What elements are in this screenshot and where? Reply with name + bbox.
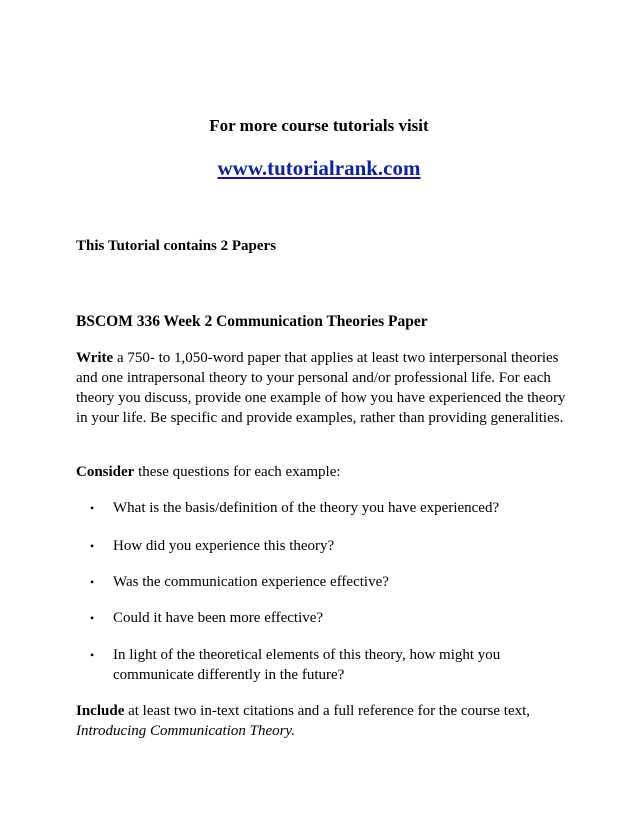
consider-paragraph: [76, 462, 566, 482]
write-paragraph: [76, 348, 566, 428]
site-link-text[interactable]: www.tutorialrank.com: [217, 156, 421, 180]
question-text: Could it have been more effective?: [113, 610, 324, 626]
consider-body: these questions for each example:: [134, 464, 341, 480]
visit-heading: For more course tutorials visit: [209, 116, 429, 135]
bullet-icon: •: [90, 575, 95, 589]
consider-lead: Consider: [76, 464, 135, 480]
bullet-icon: •: [90, 648, 95, 662]
bullet-icon: •: [90, 501, 95, 515]
course-book-title: Introducing Communication Theory.: [76, 723, 296, 739]
question-text: In light of the theoretical elements of this theory, how might you communicate differently in the future?: [113, 647, 501, 683]
include-lead: Include: [76, 703, 125, 719]
write-lead: Write: [76, 350, 114, 366]
question-text: What is the basis/definition of the theory you have experienced?: [113, 500, 500, 516]
site-link[interactable]: [0, 156, 638, 181]
question-text: How did you experience this theory?: [113, 538, 335, 554]
tutorial-contains-text: This Tutorial contains 2 Papers: [76, 238, 277, 254]
include-body: at least two in-text citations and a full reference for the course text,: [124, 703, 531, 719]
question-text: Was the communication experience effective?: [113, 574, 389, 590]
bullet-icon: •: [90, 611, 95, 625]
include-paragraph: [76, 701, 566, 741]
bullet-icon: •: [90, 539, 95, 553]
paper-title: BSCOM 336 Week 2 Communication Theories Paper: [76, 313, 428, 330]
write-body: a 750- to 1,050-word paper that applies at least two interpersonal theories and one intrapersonal theory to your personal and/or professional life. For each theory you discuss, provide one example of how you have experienced the theory in your life. Be specific and provide examples, rather than providing generalities.: [76, 350, 566, 426]
